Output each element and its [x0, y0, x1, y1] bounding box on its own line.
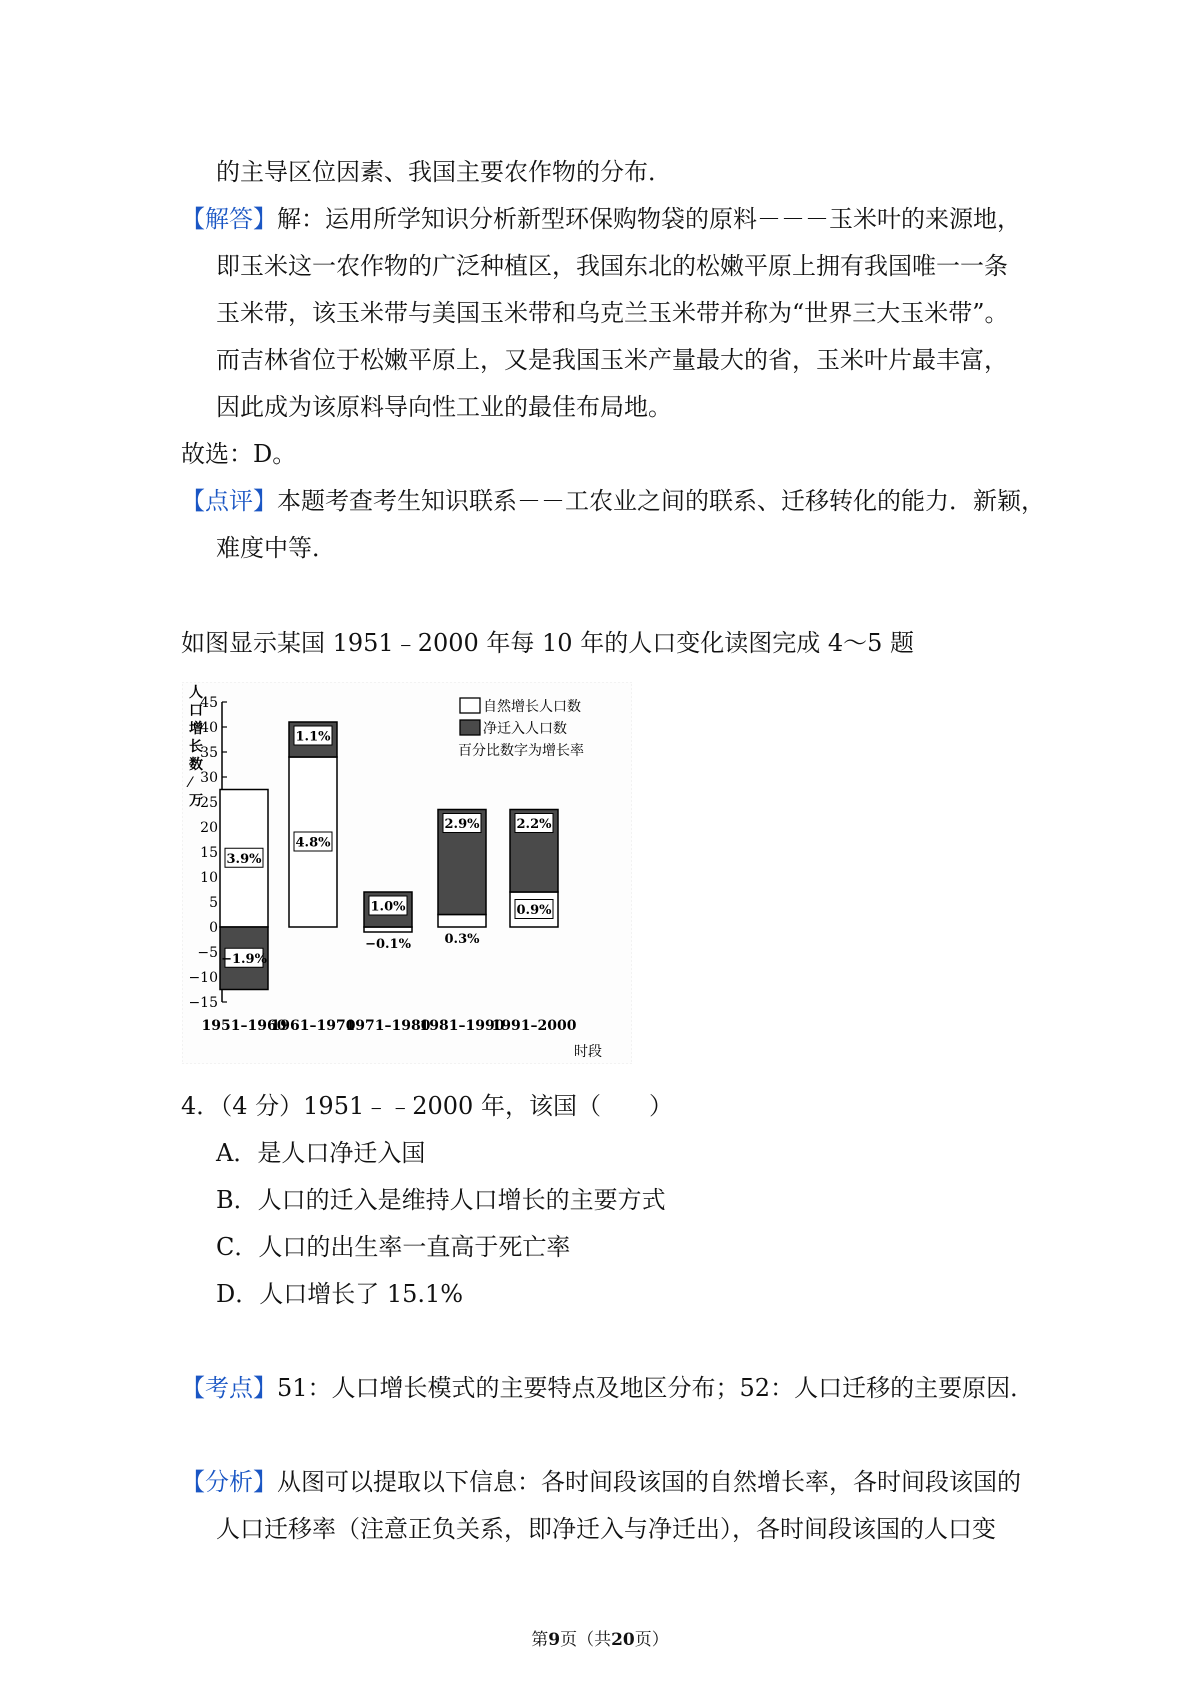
data-label: 2.2% — [516, 817, 552, 832]
y-tick-label: 5 — [209, 895, 218, 911]
data-label: 0.9% — [516, 903, 552, 918]
question-stem: 4．（4 分）1951﹣﹣2000 年，该国（ ） — [181, 1092, 673, 1120]
page-footer — [0, 1628, 1200, 1652]
y-tick-label: 20 — [200, 820, 218, 836]
kaodian-tag: 【考点】 — [181, 1374, 277, 1402]
legend-swatch-migration — [460, 720, 480, 735]
solution-continuation: 的主导区位因素、我国主要农作物的分布． — [216, 158, 672, 186]
fenxi-tag: 【分析】 — [181, 1468, 277, 1496]
fenxi-line: 从图可以提取以下信息：各时间段该国的自然增长率，各时间段该国的 — [277, 1468, 1021, 1496]
y-tick-label: 0 — [209, 920, 218, 936]
x-tick-label: 1981–1990 — [419, 1018, 505, 1034]
y-axis-label-text: 人口增长数⁄万 — [189, 685, 203, 809]
y-tick-label: 40 — [200, 720, 218, 736]
population-change-chart — [182, 682, 632, 1064]
kaodian-text: 51：人口增长模式的主要特点及地区分布；52：人口迁移的主要原因． — [277, 1374, 1035, 1402]
y-tick-label: −15 — [188, 995, 218, 1011]
y-tick-label: −10 — [188, 970, 218, 986]
footer-page-number: 9 — [548, 1630, 561, 1650]
kaodian-paragraph — [181, 1371, 1034, 1405]
footer-total-pages: 20 — [611, 1630, 635, 1650]
figure-intro: 如图显示某国 1951﹣2000 年每 10 年的人口变化读图完成 4～5 题 — [181, 629, 915, 657]
data-label: −0.1% — [365, 937, 411, 952]
fenxi-paragraph — [181, 1465, 1021, 1499]
jieda-line: 因此成为该原料导向性工业的最佳布局地。 — [216, 393, 672, 421]
option-c: C．人口的出生率一直高于死亡率 — [216, 1233, 571, 1261]
y-tick-label: −5 — [197, 945, 218, 961]
jieda-tag: 【解答】 — [181, 205, 277, 233]
x-tick-label: 1991–2000 — [491, 1018, 577, 1034]
data-label: 3.9% — [226, 851, 262, 867]
data-label: 2.9% — [444, 817, 480, 832]
x-axis-ticks — [202, 1018, 577, 1034]
dianping-line: 本题考查考生知识联系－－工农业之间的联系、迁移转化的能力．新颖， — [277, 487, 1045, 515]
legend-note: 百分比数字为增长率 — [458, 743, 584, 759]
data-label: −1.9% — [221, 951, 267, 967]
jieda-line: 玉米带，该玉米带与美国玉米带和乌克兰玉米带并称为“世界三大玉米带”。 — [216, 299, 1009, 327]
jieda-line: 而吉林省位于松嫩平原上，又是我国玉米产量最大的省，玉米叶片最丰富， — [216, 346, 1008, 374]
x-tick-label: 1951–1960 — [201, 1018, 287, 1034]
dianping-tag: 【点评】 — [181, 487, 277, 515]
legend — [458, 698, 584, 759]
y-tick-label: 45 — [200, 695, 218, 711]
data-label: 1.1% — [295, 729, 331, 745]
footer-pre: 第 — [531, 1630, 549, 1650]
y-tick-label: 15 — [200, 845, 218, 861]
y-tick-label: 10 — [200, 870, 218, 886]
y-tick-label: 30 — [200, 770, 218, 786]
option-d: D．人口增长了 15.1% — [216, 1280, 464, 1308]
data-label: 1.0% — [370, 899, 406, 915]
y-tick-label: 25 — [200, 795, 218, 811]
x-tick-label: 1971–1980 — [345, 1018, 431, 1034]
y-tick-label: 35 — [200, 745, 218, 761]
jieda-line: 解：运用所学知识分析新型环保购物袋的原料－－－玉米叶的来源地， — [277, 205, 1021, 233]
jieda-line: 即玉米这一农作物的广泛种植区，我国东北的松嫩平原上拥有我国唯一一条 — [216, 252, 1008, 280]
option-a: A．是人口净迁入国 — [216, 1139, 426, 1167]
dianping-line: 难度中等． — [216, 534, 336, 562]
x-axis-label: 时段 — [574, 1044, 602, 1060]
bar-natural-increase — [438, 915, 486, 928]
data-label: 4.8% — [295, 835, 331, 851]
legend-label-migration: 净迁入人口数 — [483, 721, 567, 737]
jieda-paragraph — [181, 202, 1021, 236]
footer-post: 页） — [634, 1630, 669, 1650]
footer-mid: 页（共 — [560, 1630, 612, 1650]
legend-swatch-natural — [460, 698, 480, 713]
data-label: 0.3% — [444, 932, 480, 947]
option-b: B．人口的迁入是维持人口增长的主要方式 — [216, 1186, 666, 1214]
answer-line: 故选：D。 — [181, 440, 297, 468]
x-tick-label: 1961–1970 — [270, 1018, 356, 1034]
dianping-paragraph — [181, 484, 1045, 518]
fenxi-line: 人口迁移率（注意正负关系，即净迁入与净迁出），各时间段该国的人口变 — [216, 1515, 996, 1543]
legend-label-natural: 自然增长人口数 — [483, 699, 581, 715]
